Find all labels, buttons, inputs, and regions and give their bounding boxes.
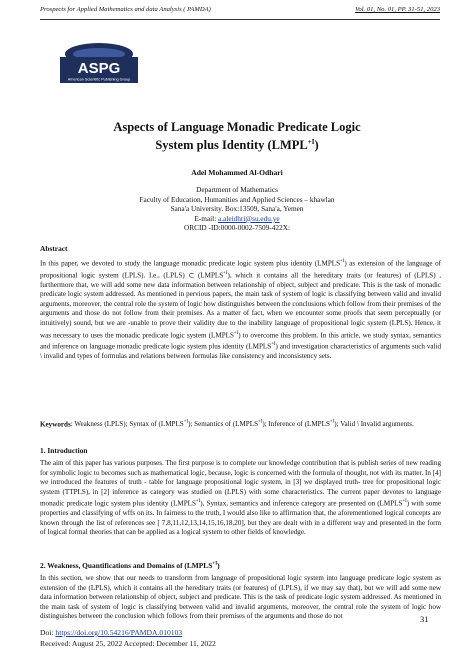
aspg-logo — [60, 40, 138, 88]
affil-orcid: ORCID -ID:0000-0002-7509-422X: — [184, 223, 290, 233]
email-link[interactable]: a.aleidhri@su.edu.ye — [218, 213, 280, 223]
keywords: Keywords: Weakness (LPLS); Syntax of $(LMPLS^{+I})$; Semantics of $(LMPLS^{+I})$; Inference of $(LMPLS^{+I})$; Valid \ Invalid arguments. — [40, 420, 414, 429]
intro-heading: 1. Introduction — [40, 446, 88, 455]
affil-univ: Sana'a University. Box:13509, Sana'a, Yemen — [170, 204, 304, 214]
volume-info: Vol. 01, No. 01, PP. 31-51, 2023 — [355, 6, 440, 13]
affil-dept: Department of Mathematics — [196, 185, 278, 194]
affil-email: E-mail: a.aleidhri@su.edu.ye — [194, 213, 280, 223]
affil-faculty: Faculty of Education, Humanities and Applied Sciences – khawlan — [139, 194, 335, 204]
dates-line: Received: August 25, 2022 Accepted: December 11, 2022 — [40, 638, 216, 648]
svg-text:ASPG: ASPG — [77, 60, 121, 77]
abstract-heading: Abstract — [40, 244, 68, 253]
footer — [40, 628, 216, 649]
affiliation — [0, 185, 474, 233]
doi-link[interactable]: https://doi.org/10.54216/PAMDA.010103 — [55, 628, 183, 637]
author-name: Adel Mohammed Al-Odhari — [191, 168, 283, 177]
journal-name: Prospects for Applied Mathematics and data Analysis ( PAMDA) — [40, 6, 211, 13]
aspg-logo-icon — [60, 40, 138, 88]
section2-heading: 2. Weakness, Quantifications and Domains of $(LMPLS^{+I})$ — [40, 561, 220, 570]
intro-text: The aim of this paper has various purposes. The first purpose is to complete our knowledge contribution that is publish series of new reading for symbolic logic to becomes such as mathematical logic, because, logic is concerned with the formula of thought, not with its matter. In [4] we introduced the features of truth - table for language propositional logic system, in [3] we displayed truth- tree for propositional logic system (TTPLS), in [2] inference as category was studied on (LPLS) with some characteristics. The current paper devotes to language monadic predicate logic system plus identity $(LMPLS^{+I})$, Syntax, semantics and inference category are presented on $(LMPLS^{+I})$ with some properties and classifying of wffs on its. In fairness to the truth, I would also like to affirmation that, the aforementioned logical concepts are known through the list of references see [ 7,8,11,12,13,14,15,16,18,20], but they are dealt with in a different way and presented in the form of logical formal theories that can be applied as a logical system to other fields of knowledge. — [40, 459, 441, 537]
doi-line: Doi: https://doi.org/10.54216/PAMDA.010103 — [40, 628, 183, 637]
abstract-text: In this paper, we devoted to study the language monadic predicate logic system plus identity $(LMPLS^{+I})$ as extension of the language of propositional logic system (LPLS). I.e., (LPLS) ⊂ $(LMPLS^{+I})$, which it contains all the hereditary traits (or features) of (LPLS) , furthermore that, we will add some new data information between relationship of object, subject and predicate. This is the task of monadic predicate logic system addressed. As mentioned in pervious papers, the main task of system of logic is classifying between valid and invalid arguments, moreover, the central role the system of logic how distinguishes between the conclusions which follow from their premises of the arguments and those do not follow from their premises. As a matter of fact, when we encounter some proofs that seem perceptually (or intuitively) sound, but we are -unable to prove their validity due to the inability language of propositional logic system (LPLS). Hence, it was necessary to uses the monadic predicate logic system $(LMPLS^{+I})$ to overcome this problem. In this article, we study syntax, semantics and inference on language monadic predicate logic system plus identity $(LMPLS^{+I})$ and investigation characteristics of arguments such valid \ invalid and types of formulas and relations between formulas like consistency and inconsistency sets. — [40, 259, 442, 361]
svg-text:American Scientific Publishing: American Scientific Publishing Group — [67, 77, 131, 82]
paper-title — [0, 120, 474, 153]
title-line-2: System plus Identity $(LMPL^{+I})$ — [155, 138, 319, 153]
running-header — [40, 6, 440, 20]
page-number: 31 — [420, 614, 429, 624]
section2-text: In this section, we show that our needs to transform from language of propositional logic system into language predicate logic system as extension of the (LPLS), which it contains all the hereditary traits (or features) of (LPLS), if we may say that), but we will add some new data information between relationship of object, subject and predicate. This is the task of predicate logic system addressed. As mentioned in the main task of system of logic is classifying between valid and invalid arguments, moreover, the central role the system of logic how distinguishes between the conclusion which follows from their premises of the arguments and those do not — [40, 574, 441, 621]
title-line-1: Aspects of Language Monadic Predicate Logic — [113, 120, 361, 134]
